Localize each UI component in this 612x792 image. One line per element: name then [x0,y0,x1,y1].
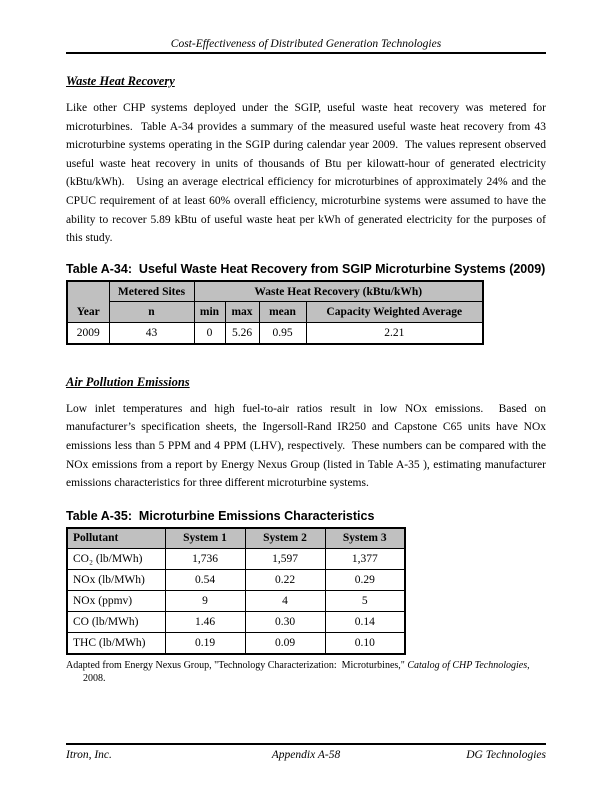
footnote-text: Adapted from Energy Nexus Group, "Technology Characterization: Microturbines," [66,659,408,671]
table-row [67,591,405,612]
table-cell: 5.26 [225,323,259,344]
table-cell: CO (lb/MWh) [67,612,165,633]
table-a34-header-cwa: Capacity Weighted Average [306,302,483,323]
table-cell: NOx (ppmv) [67,591,165,612]
table-cell: 0.30 [245,612,325,633]
footnote-citation: Catalog of CHP Technologies, [407,659,530,671]
footer-right: DG Technologies [466,749,546,761]
paragraph-waste-heat: Like other CHP systems deployed under the SGIP, useful waste heat recovery was metered for microturbines. Table A-34 provides a summary of the measured useful waste heat recovery from 43 microturbine systems operating in the SGIP during calendar year 2009. The values represent observed useful waste heat recovery in units of thousands of Btu per kilowatt-hour of generated electricity (kBtu/kWh). Using an average electrical efficiency for microturbines of approximately 24% and the CPUC requirement of at least 60% overall efficiency, microturbine systems were assumed to have the ability to recover 5.89 kBtu of useful waste heat per kWh of generated electricity for the purposes of this study. [66,102,546,245]
table-cell: NOx (lb/MWh) [67,570,165,591]
table-cell: 0.10 [325,633,405,654]
table-cell: 0.19 [165,633,245,654]
running-header [66,0,546,54]
table-a35-title: Table A-35: Microturbine Emissions Characteristics [66,508,375,523]
table-a34-header-min: min [194,302,225,323]
table-a34-header-row-1 [67,281,483,302]
footer-center: Appendix A-58 [271,749,341,761]
table-cell: THC (lb/MWh) [67,633,165,654]
table-a34-header-year: Year [67,281,109,323]
table-cell: 0.22 [245,570,325,591]
footnote-year: 2008. [83,672,106,684]
table-a34-header-metered-sites: Metered Sites [109,281,194,302]
table-a35-header-row [67,528,405,549]
page-footer [66,743,546,761]
table-cell: 0.14 [325,612,405,633]
table-cell: 2.21 [306,323,483,344]
table-a34-header-mean: mean [259,302,306,323]
table-cell: 0.29 [325,570,405,591]
footer-left: Itron, Inc. [66,749,112,761]
table-a35-header-system-3: System 3 [325,528,405,549]
table-cell: 1,377 [325,549,405,570]
table-row [67,323,483,344]
table-a34-header-max: max [225,302,259,323]
table-cell: 1,736 [165,549,245,570]
table-cell: 1,597 [245,549,325,570]
table-cell: 0 [194,323,225,344]
table-cell: 0.95 [259,323,306,344]
table-cell: 9 [165,591,245,612]
table-a35-header-pollutant: Pollutant [67,528,165,549]
section-heading-air-pollution-emissions: Air Pollution Emissions [66,374,190,389]
table-a35 [66,527,406,655]
table-cell: 5 [325,591,405,612]
table-a34-header-whr-group: Waste Heat Recovery (kBtu/kWh) [194,281,483,302]
table-cell: 1.46 [165,612,245,633]
section-heading-waste-heat-recovery: Waste Heat Recovery [66,74,175,88]
table-row [67,633,405,654]
table-a34-header-row-2 [67,302,483,323]
table-cell: 2009 [67,323,109,344]
table-a34-title: Table A-34: Useful Waste Heat Recovery from SGIP Microturbine Systems (2009) [66,261,546,276]
table-row [67,549,405,570]
table-a35-header-system-1: System 1 [165,528,245,549]
table-a35-footnote [66,659,546,685]
running-header-title: Cost-Effectiveness of Distributed Generation Technologies [170,38,442,50]
table-cell: CO₂ (lb/MWh) [67,549,165,570]
paragraph-emissions: Low inlet temperatures and high fuel-to-air ratios result in low NOx emissions. Based on manufacturer’s specification sheets, the Ingersoll-Rand IR250 and Capstone C65 units have NOx emissions less than 5 PPM and 4 PPM (LHV), respectively. These numbers can be compared with the NOx emissions from a report by Energy Nexus Group (listed in Table A-35 ), estimating manufacturer emissions characteristics for three different microturbine systems. [66,402,546,490]
table-a34 [66,280,484,345]
table-cell: 4 [245,591,325,612]
table-row [67,612,405,633]
table-a35-header-system-2: System 2 [245,528,325,549]
table-a34-header-n: n [109,302,194,323]
table-cell: 0.09 [245,633,325,654]
table-cell: 0.54 [165,570,245,591]
table-row [67,570,405,591]
table-cell: 43 [109,323,194,344]
